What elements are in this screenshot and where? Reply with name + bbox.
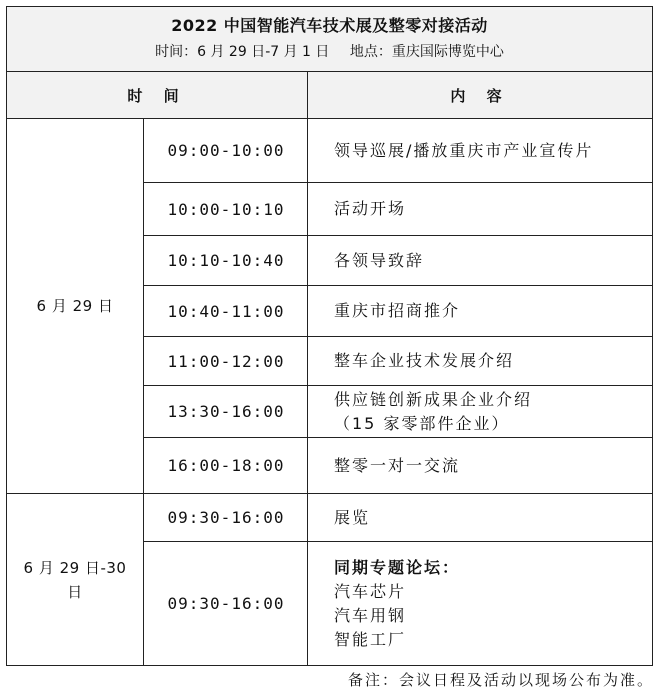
time-cell: 09:30-16:00 [167, 594, 285, 613]
content-cell [334, 337, 649, 385]
column-header-content: 内 容 [450, 86, 510, 105]
column-header-time: 时 间 [127, 86, 187, 105]
time-cell: 11:00-12:00 [167, 351, 285, 371]
time-cell: 10:40-11:00 [167, 301, 285, 321]
content-line: 重庆市招商推介 [334, 301, 461, 320]
forum-title: 同期专题论坛： [334, 557, 461, 577]
date-cell: 6 月 29 日 [36, 297, 114, 315]
content-line: 汽车用钢 [334, 605, 407, 625]
content-cell [334, 542, 649, 665]
page-title: 2022 中国智能汽车技术展及整零对接活动 [171, 16, 488, 35]
content-cell [334, 438, 649, 493]
time-cell: 10:10-10:40 [167, 251, 285, 270]
content-line: 领导巡展/播放重庆市产业宣传片 [334, 140, 594, 160]
content-line: 整车企业技术发展介绍 [334, 351, 515, 370]
content-cell [334, 236, 649, 285]
content-line: 展览 [334, 507, 371, 527]
content-line: 各领导致辞 [334, 250, 425, 270]
content-line: 活动开场 [334, 199, 407, 218]
date-line: 日 [67, 582, 83, 601]
date-line: 6 月 29 日-30 [23, 558, 127, 577]
time-cell: 09:30-16:00 [167, 508, 285, 527]
time-cell: 09:00-10:00 [167, 141, 285, 160]
content-line: （15 家零部件企业） [334, 413, 510, 433]
content-cell [334, 183, 649, 235]
event-location: 地点：重庆国际博览中心 [349, 44, 504, 60]
footnote: 备注：会议日程及活动以现场公布为准。 [347, 671, 654, 689]
content-cell [334, 286, 649, 336]
content-line: 供应链创新成果企业介绍 [334, 389, 533, 409]
content-cell [334, 494, 649, 541]
content-line: 整零一对一交流 [334, 455, 461, 475]
content-cell [334, 386, 649, 437]
event-time: 时间：6 月 29 日-7 月 1 日 [155, 44, 330, 60]
event-info [7, 41, 652, 61]
date-cell [7, 494, 143, 665]
content-line: 汽车芯片 [334, 581, 407, 601]
time-cell: 10:00-10:10 [167, 199, 285, 219]
time-cell: 13:30-16:00 [167, 402, 285, 421]
time-cell: 16:00-18:00 [167, 456, 285, 475]
content-cell [334, 119, 649, 182]
content-line: 智能工厂 [334, 629, 407, 649]
